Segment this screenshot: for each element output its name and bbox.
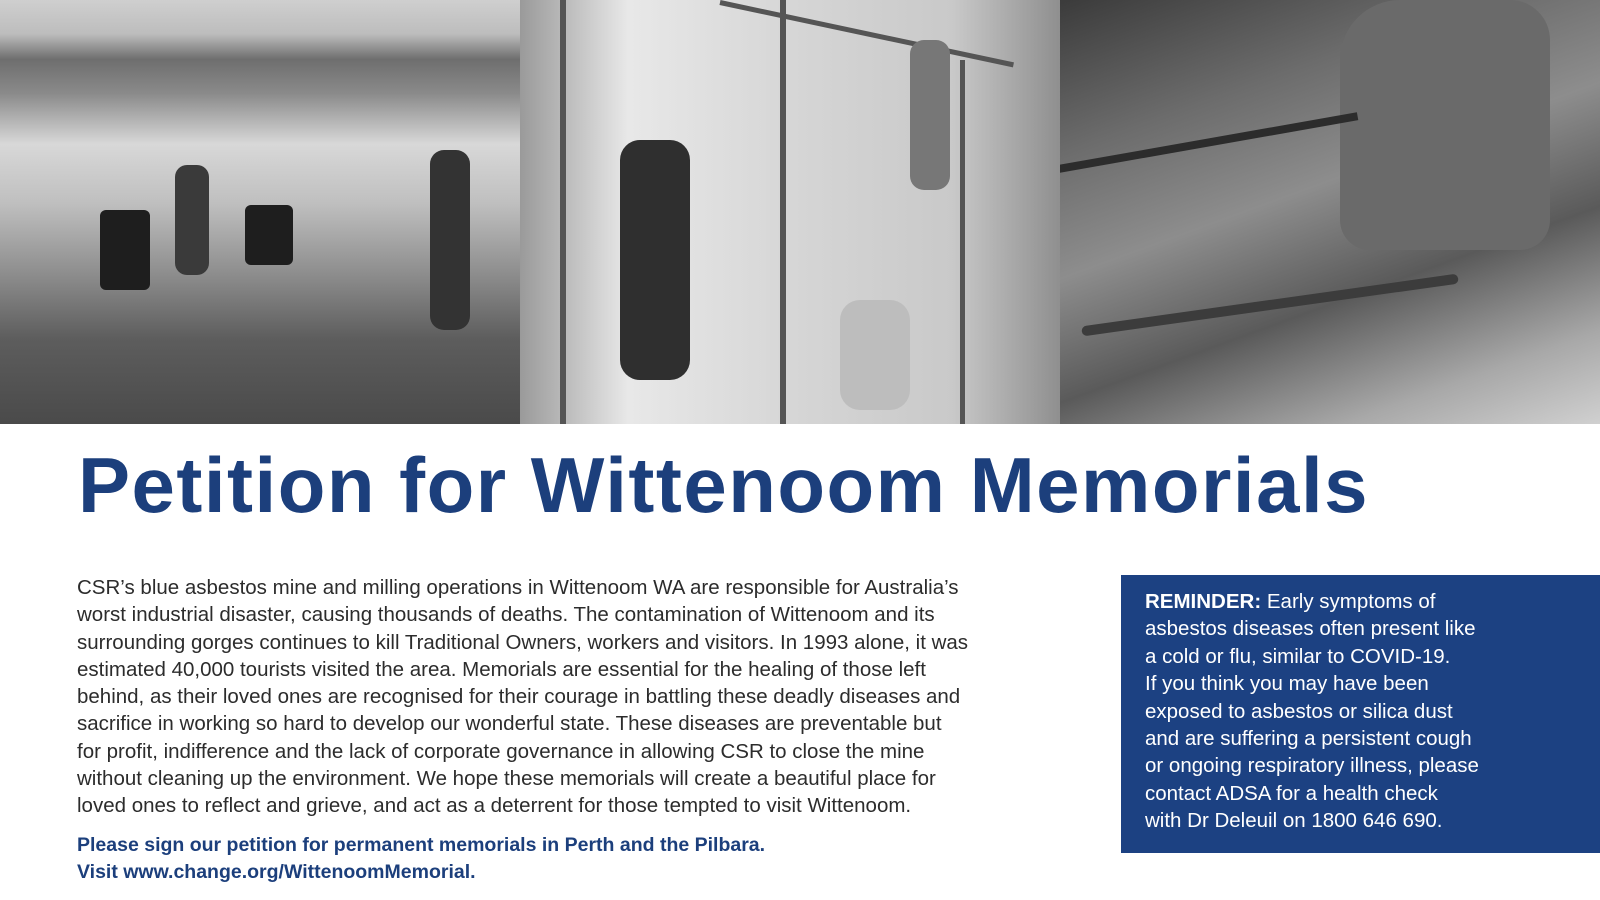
cta-visit-label: Visit [77, 861, 124, 883]
body-line: loved ones to reflect and grieve, and act as a deterrent for those tempted to visit Wittenoom. [77, 794, 912, 818]
cta-line: Please sign our petition for permanent memorials in Perth and the Pilbara. [77, 834, 766, 856]
cta-period: . [470, 861, 476, 883]
reminder-line: with Dr Deleuil on 1800 646 690. [1145, 809, 1443, 833]
body-line: CSR’s blue asbestos mine and milling operations in Wittenoom WA are responsible for Australia’s [77, 576, 959, 599]
reminder-label: REMINDER: [1145, 590, 1262, 613]
reminder-line: exposed to asbestos or silica dust [1145, 699, 1453, 723]
petition-link[interactable]: www.change.org/WittenoomMemorial [123, 861, 471, 883]
reminder-line: If you think you may have been [1145, 672, 1429, 696]
body-line: for profit, indifference and the lack of corporate governance in allowing CSR to close the mine [77, 739, 925, 763]
reminder-box [1121, 575, 1600, 853]
body-line: worst industrial disaster, causing thousands of deaths. The contamination of Wittenoom and its [77, 603, 935, 627]
reminder-line: Early symptoms of [1261, 590, 1436, 613]
body-line: without cleaning up the environment. We hope these memorials will create a beautiful place for [77, 767, 936, 791]
children-playground-photo [520, 0, 1060, 424]
reminder-line: contact ADSA for a health check [1145, 781, 1438, 805]
reminder-line: or ongoing respiratory illness, please [1145, 754, 1479, 778]
workers-dust-photo [0, 0, 520, 424]
reminder-line: and are suffering a persistent cough [1145, 727, 1472, 751]
body-line: estimated 40,000 tourists visited the area. Memorials are essential for the healing of those left [77, 657, 926, 681]
body-line: surrounding gorges continues to kill Traditional Owners, workers and visitors. In 1993 alone, it was [77, 630, 969, 654]
reminder-line: a cold or flu, similar to COVID-19. [1145, 644, 1451, 668]
photo-banner [0, 0, 1600, 424]
call-to-action [77, 832, 765, 886]
body-line: sacrifice in working so hard to develop our wonderful state. These diseases are preventable but [77, 712, 942, 736]
page-title: Petition for Wittenoom Memorials [78, 441, 1370, 529]
reminder-line: asbestos diseases often present like [1145, 617, 1476, 641]
body-line: behind, as their loved ones are recognised for their courage in battling these deadly diseases and [77, 685, 961, 709]
petition-body-text [77, 574, 1097, 820]
miner-drilling-photo [1060, 0, 1600, 424]
